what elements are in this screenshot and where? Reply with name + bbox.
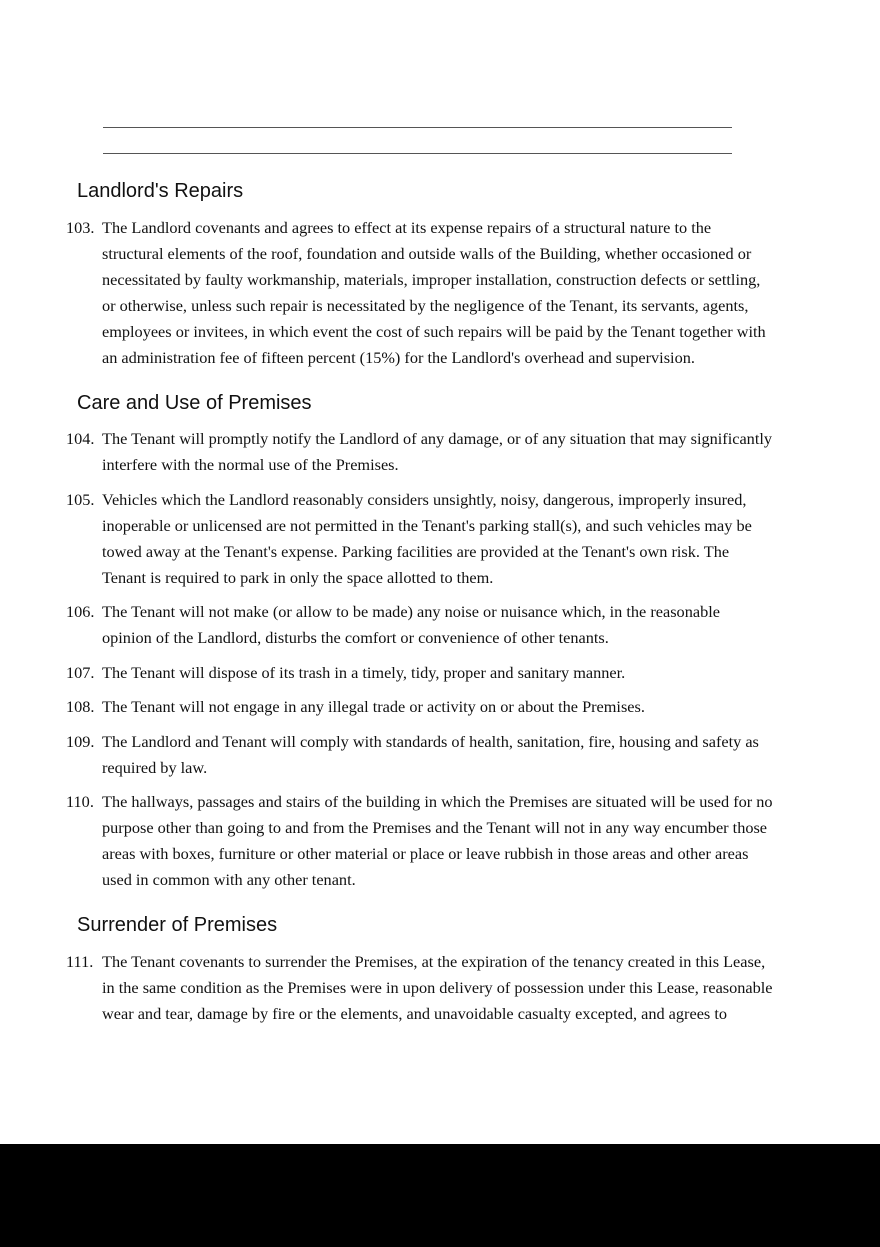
clause-number: 105. xyxy=(66,490,95,509)
text-line: Tenant is required to park in only the space allotted to them. xyxy=(102,568,494,587)
clause-number: 106. xyxy=(66,602,95,621)
clause-text xyxy=(102,789,826,893)
text-line: Vehicles which the Landlord reasonably considers unsightly, noisy, dangerous, improperly insured, xyxy=(102,490,747,509)
text-line: required by law. xyxy=(102,758,208,777)
fill-in-blank-line xyxy=(103,153,732,154)
clause-number: 104. xyxy=(66,429,95,448)
text-line: necessitated by faulty workmanship, materials, improper installation, construction defects or settling, xyxy=(102,270,761,289)
clause-111 xyxy=(66,949,826,1027)
clause-number: 103. xyxy=(66,218,95,237)
text-line: opinion of the Landlord, disturbs the comfort or convenience of other tenants. xyxy=(102,628,609,647)
text-line: The Tenant will promptly notify the Landlord of any damage, or of any situation that may significantly xyxy=(102,429,773,448)
clause-107 xyxy=(66,660,826,686)
clause-109 xyxy=(66,729,826,781)
clause-106 xyxy=(66,599,826,651)
clause-text xyxy=(102,215,826,371)
clause-text xyxy=(102,660,826,686)
text-line: The Tenant covenants to surrender the Premises, at the expiration of the tenancy created in this Lease, xyxy=(102,952,766,971)
text-line: The Tenant will dispose of its trash in a timely, tidy, proper and sanitary manner. xyxy=(102,663,626,682)
clause-text xyxy=(102,729,826,781)
clause-text xyxy=(102,487,826,591)
text-line: wear and tear, damage by fire or the elements, and unavoidable casualty excepted, and agrees to xyxy=(102,1004,727,1023)
clause-number: 108. xyxy=(66,697,95,716)
clause-108 xyxy=(66,694,826,720)
clause-103 xyxy=(66,215,826,371)
text-line: purpose other than going to and from the Premises and the Tenant will not in any way encumber those xyxy=(102,818,768,837)
text-line: structural elements of the roof, foundation and outside walls of the Building, whether occasioned or xyxy=(102,244,752,263)
text-line: interfere with the normal use of the Premises. xyxy=(102,455,399,474)
text-line: used in common with any other tenant. xyxy=(102,870,356,889)
text-line: The hallways, passages and stairs of the building in which the Premises are situated will be used for no xyxy=(102,792,773,811)
clause-number: 107. xyxy=(66,663,95,682)
clause-110 xyxy=(66,789,826,893)
clause-text xyxy=(102,949,826,1027)
clause-number: 111. xyxy=(66,952,94,971)
fill-in-blank-line xyxy=(103,127,732,128)
text-line: areas with boxes, furniture or other material or place or leave rubbish in those areas and other areas xyxy=(102,844,749,863)
clause-104 xyxy=(66,426,826,478)
text-line: or otherwise, unless such repair is necessitated by the negligence of the Tenant, its servants, agents, xyxy=(102,296,749,315)
black-bottom-band xyxy=(0,1144,880,1247)
clause-text xyxy=(102,694,826,720)
clause-number: 109. xyxy=(66,732,95,751)
clause-text xyxy=(102,426,826,478)
text-line: employees or invitees, in which event the cost of such repairs will be paid by the Tenant together with xyxy=(102,322,766,341)
section-heading-landlords-repairs: Landlord's Repairs xyxy=(77,180,244,202)
clause-number: 110. xyxy=(66,792,94,811)
clause-text xyxy=(102,599,826,651)
clause-105 xyxy=(66,487,826,591)
section-heading-surrender: Surrender of Premises xyxy=(77,914,278,936)
text-line: in the same condition as the Premises were in upon delivery of possession under this Lease, reasonable xyxy=(102,978,773,997)
text-line: The Tenant will not engage in any illegal trade or activity on or about the Premises. xyxy=(102,697,645,716)
text-line: towed away at the Tenant's expense. Parking facilities are provided at the Tenant's own risk. The xyxy=(102,542,730,561)
text-line: The Landlord covenants and agrees to effect at its expense repairs of a structural nature to the xyxy=(102,218,712,237)
text-line: an administration fee of fifteen percent (15%) for the Landlord's overhead and supervision. xyxy=(102,348,695,367)
text-line: The Tenant will not make (or allow to be made) any noise or nuisance which, in the reasonable xyxy=(102,602,720,621)
section-heading-care-and-use: Care and Use of Premises xyxy=(77,392,312,414)
text-line: inoperable or unlicensed are not permitted in the Tenant's parking stall(s), and such vehicles may be xyxy=(102,516,752,535)
text-line: The Landlord and Tenant will comply with standards of health, sanitation, fire, housing and safety as xyxy=(102,732,759,751)
